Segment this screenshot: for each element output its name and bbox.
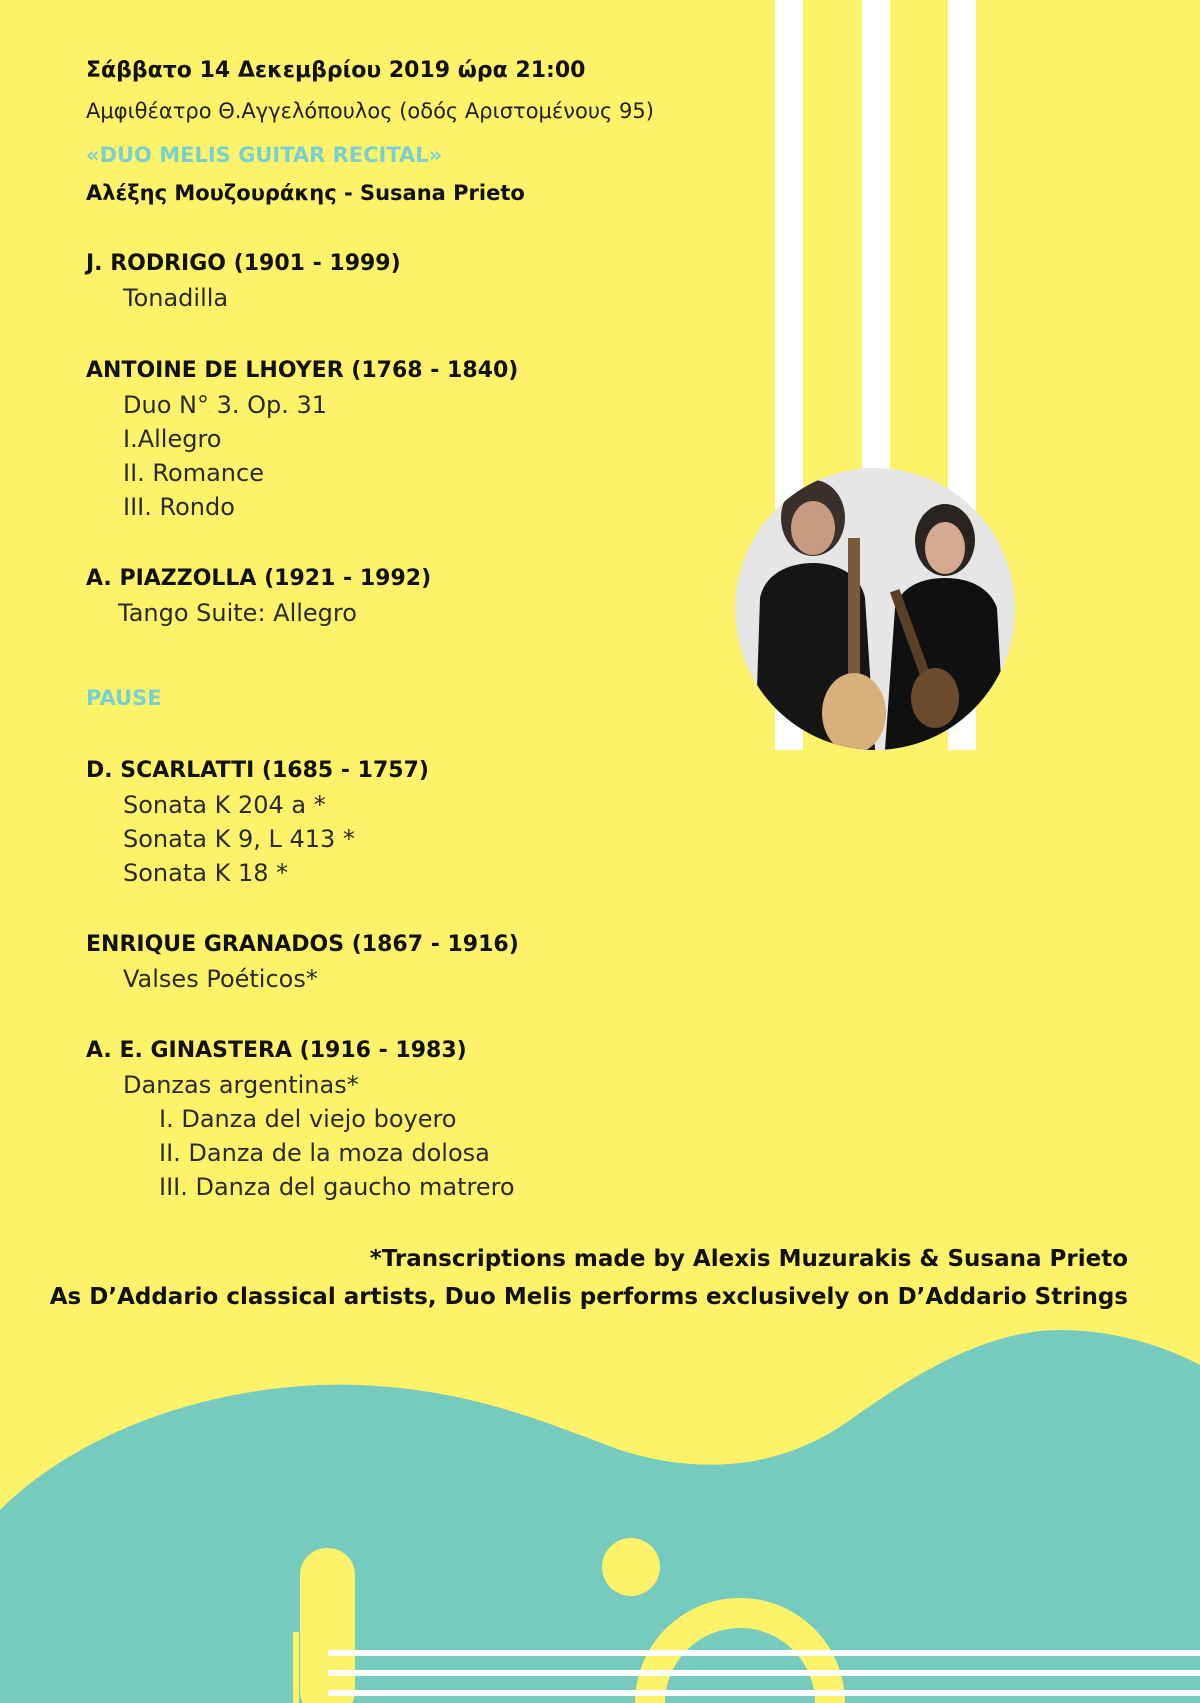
composer-rodrigo: J. RODRIGO (1901 - 1999) [86, 251, 401, 276]
composer-lhoyer: ANTOINE DE LHOYER (1768 - 1840) [86, 358, 519, 383]
work-item: Sonata K 9, L 413 * [123, 825, 355, 853]
work-item: Sonata K 18 * [123, 859, 289, 887]
transcription-note: *Transcriptions made by Alexis Muzurakis & Susana Prieto [369, 1246, 1128, 1272]
work-item: Sonata K 204 a * [123, 791, 326, 819]
work-item: III. Rondo [123, 493, 235, 521]
work-item: Duo N° 3. Op. 31 [123, 391, 328, 419]
footnotes [50, 1240, 1128, 1316]
composer-piazzolla: A. PIAZZOLLA (1921 - 1992) [86, 566, 432, 591]
work-item: I. Danza del viejo boyero [159, 1105, 457, 1133]
work-item: Tonadilla [123, 284, 229, 312]
work-item: II. Danza de la moza dolosa [159, 1139, 490, 1167]
event-performers: Αλέξης Μουζουράκης - Susana Prieto [86, 181, 525, 205]
work-item: Danzas argentinas* [123, 1071, 359, 1099]
work-item: Tango Suite: Allegro [118, 599, 357, 627]
work-item: Valses Poéticos* [123, 965, 318, 993]
composer-ginastera: A. E. GINASTERA (1916 - 1983) [86, 1038, 467, 1063]
event-title: «DUO MELIS GUITAR RECITAL» [86, 143, 443, 167]
composer-scarlatti: D. SCARLATTI (1685 - 1757) [86, 758, 429, 783]
event-venue: Αμφιθέατρο Θ.Αγγελόπουλος (οδός Αριστομένους 95) [86, 99, 654, 123]
work-item: II. Romance [123, 459, 264, 487]
composer-granados: ENRIQUE GRANADOS (1867 - 1916) [86, 932, 519, 957]
work-item: I.Allegro [123, 425, 222, 453]
duo-photo-illustration [735, 468, 1015, 750]
pause-label: PAUSE [86, 686, 162, 710]
strings-sponsor-note: As D’Addario classical artists, Duo Melis performs exclusively on D’Addario Strings [49, 1284, 1128, 1310]
event-date: Σάββατο 14 Δεκεμβρίου 2019 ώρα 21:00 [86, 58, 586, 83]
work-item: III. Danza del gaucho matrero [159, 1173, 515, 1201]
